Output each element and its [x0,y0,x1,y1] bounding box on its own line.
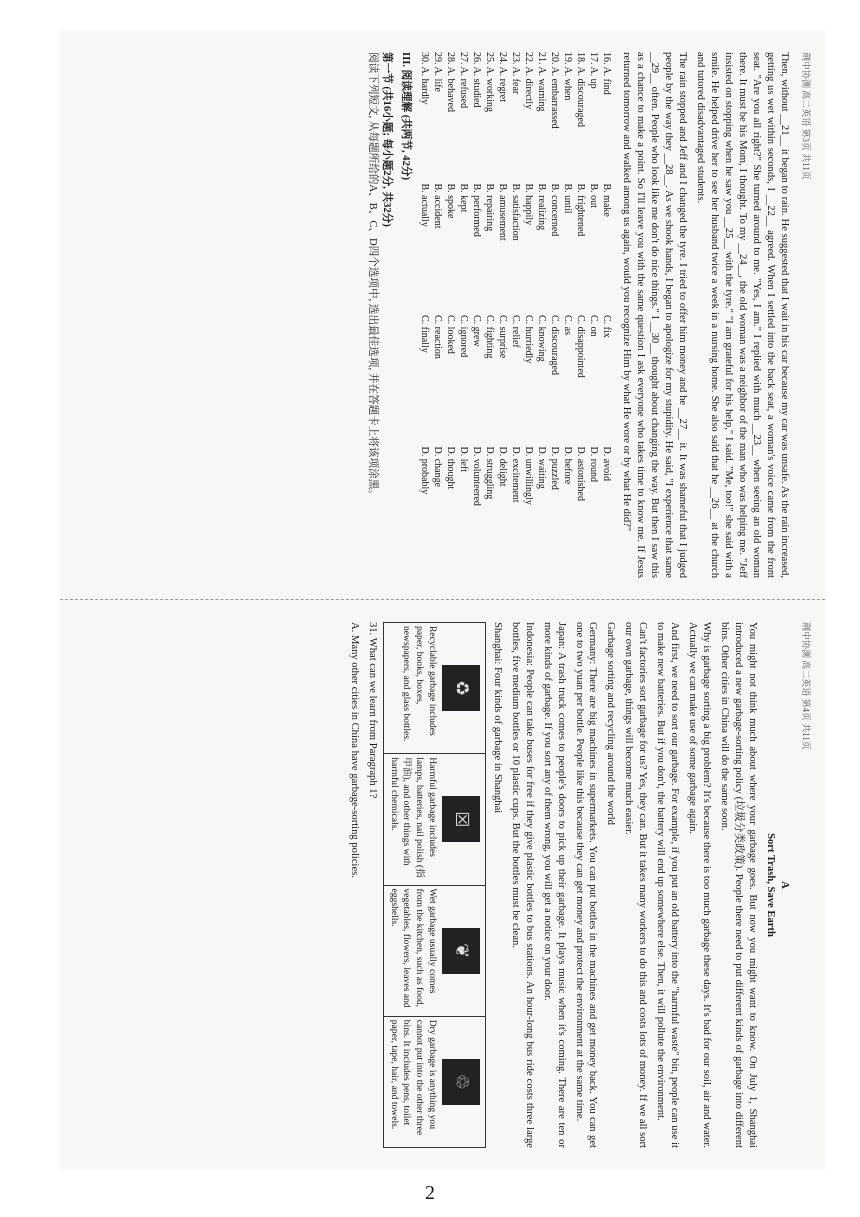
option-row [601,52,614,578]
option-row [562,52,575,578]
option-choice: 25. A. working [484,52,496,112]
option-choice: 23. A. fear [510,52,522,95]
option-row [445,52,458,578]
page-4-rotated [60,600,825,1170]
option-choice: D. avoid [601,446,613,481]
option-choice: C. hurriedly [523,315,535,364]
passage-paragraph: The rain stopped and Jeff and I changed the tyre. I tried to offer him money and he __27__ it. It was shameful that I judged people by the way they __28__. As we shook hands, I began to apologize for my stupidity. He said, "I experience that same __29__ often. People who look like me don't do nice things." I __30__ thought about changing the way. But then I saw this as a chance to make a point. So I'll leave you with the same question I ask everyone who takes time to know me. If Jesus returned tomorrow and walked among us again, would you recognize Him by what He wore or by what He did?" [621,52,689,578]
subsection-heading: 第一节 (共16小题; 每小题2分, 共32分) [380,52,392,227]
option-choice: D. puzzled [549,446,561,490]
option-choice: 27. A. refused [458,52,470,109]
option-choice: C. grew [471,315,483,347]
bullet-shanghai: Shanghai: Four kinds of garbage in Shanghai [491,622,503,814]
option-choice: D. thought [445,446,457,490]
option-choice: C. disappointed [575,315,587,378]
option-choice: B. spoke [445,183,457,219]
option-row [497,52,510,578]
option-choice: C. ignored [458,315,470,358]
option-choice: B. repairing [484,183,496,232]
option-row [510,52,523,578]
option-row [523,52,536,578]
option-row [588,52,601,578]
recycle-icon: ♻ [442,665,480,711]
bin-cell-recyclable [384,623,486,754]
option-choice: C. finally [419,315,431,353]
option-choice: 22. A. directly [523,52,535,110]
passage-paragraph: Then, without __21__ it began to rain. He suggested that I wait in his car because my car was unsafe. As the rain increased, getting us wet within seconds, I __22__ agreed. When I settled into the back seat, a woman's voice came from the front seat. "Are you all right?" She turned around to me. "Yes, I am." I replied with much __23__ when seeing an old woman there. It must be his Mom, I thought. To my __24__, the old woman was a neighbor of the man who was helping me. "Jeff insisted on stopping when he saw you __25__ with the tyre." "I am grateful for his help," I said. "Me, too!" she said with a smile. He helped drive her to see her husband twice a week in a nursing home. She also said that he __26__ at the church and tutored disadvantaged students. [695,52,791,578]
option-choice: D. round [588,446,600,483]
option-row [432,52,445,578]
bin-description: Harmful garbage includes lamps, batteries, nail polish (指甲油), and other things with harmful chemicals. [388,757,438,878]
option-choice: B. performed [471,183,483,237]
wet-icon: ❦ [442,928,480,974]
option-choice: B. frightened [575,183,587,237]
option-choice: 30. A. hardly [419,52,431,105]
option-choice: B. realizing [536,183,548,231]
question-31-option-a: A. Many other cities in China have garbage-sorting policies. [349,622,361,878]
scanned-sheet [60,30,825,1170]
option-choice: D. volunteered [471,446,483,506]
question-31: 31. What can we learn from Paragraph 1? [367,622,379,799]
page-3-rotated [60,30,825,600]
option-choice: 24. A. regret [497,52,509,102]
option-choice: B. concerned [549,183,561,237]
option-choice: B. make [601,183,613,217]
garbage-bins-table [383,622,486,1148]
option-choice: C. as [562,315,574,335]
option-choice: D. astonished [575,446,587,501]
option-row [484,52,497,578]
option-choice: D. delight [497,446,509,487]
page-4 [60,600,825,1170]
option-choice: D. waiting [536,446,548,489]
option-choice: C. on [588,315,600,337]
page-4-region [60,600,825,1170]
option-choice: C. relief [510,315,522,348]
option-choice: D. probably [419,446,431,495]
option-choice: B. until [562,183,574,214]
option-row [536,52,549,578]
option-choice: B. amusement [497,183,509,241]
option-choice: C. looked [445,315,457,354]
option-choice: 16. A. find [601,52,613,95]
option-choice: 29. A. life [432,52,444,92]
passage-paragraph: You might not think much about where your garbage goes. But now you might want to know. On July 1, Shanghai introduced a new garbage-sorting policy (垃圾分类政策). People there need to put different kinds of garbage into different bins. Other cities in China will do the same soon. [719,622,759,1148]
option-choice: D. struggling [484,446,496,500]
option-choice: D. before [562,446,574,485]
option-choice: D. change [432,446,444,488]
passage-paragraph: Garbage sorting and recycling around the world [605,622,617,825]
option-choice: B. accident [432,183,444,229]
option-choice: 21. A. warning [536,52,548,112]
bin-cell-harmful [384,754,486,885]
option-choice: C. knowing [536,315,548,362]
option-choice: B. out [588,183,600,208]
option-choice: C. reaction [432,315,444,359]
bullet-japan: Japan: A trash truck comes to people's doors to pick up their garbage. It plays music when it's coming. There are ten or more kinds of garbage. If you sort any of them wrong, you will get a notice on your door. [541,622,567,1148]
page-3-header: 荆中协测 高二英语 第3页 共11页 [801,52,811,180]
bin-cell-wet [384,885,486,1016]
option-choice: 26. A. studied [471,52,483,108]
option-row [575,52,588,578]
page-3-region [60,30,825,600]
instruction-text: 阅读下列短文, 从每题所给的A、B、C、D四个选项中, 选出最佳选项, 并在答题卡上将该项涂黑。 [366,52,378,500]
option-choice: D. excitement [510,446,522,503]
passage-paragraph: And first, we need to sort our garbage. For example, if you put an old battery into the "harmful waste" bin, people can use it to make new batteries. But if you don't, the battery will end up somewhere else. Then, it will pollute the environment. [655,622,681,1148]
page-4-header: 荆中协测 高二英语 第4页 共11页 [801,622,811,750]
section-heading: III. 阅读理解 (共两节, 42分) [400,52,412,181]
option-choice: 17. A. up [588,52,600,89]
harmful-icon: ☒ [442,796,480,842]
option-choice: 20. A. embarrassed [549,52,561,129]
bin-description: Dry garbage is anything you cannot put into the other three bins. It includes pens, toilet paper, tape, hair, and towels. [388,1019,438,1136]
option-choice: D. unwillingly [523,446,535,505]
option-choice: C. surprise [497,315,509,359]
option-choice: C. discouraged [549,315,561,375]
option-choice: 19. A. when [562,52,574,101]
option-choice: 18. A. discouraged [575,52,587,127]
page-3 [60,30,825,600]
cloze-options [419,52,614,578]
bin-description: Recyclable garbage includes paper, books, boxes, newspapers, and glass bottles. [401,626,438,742]
bullet-germany: Germany: There are big machines in supermarkets. You can put bottles in the machines and get money back. You can get one to two yuan per bottle. People like this because they can get money and protect the environment at the same time. [573,622,599,1148]
option-choice: 28. A. behaved [445,52,457,112]
bin-description: Wet garbage usually comes from the kitchen, such as food, vegetables, flowers, leaves and eggshells. [388,888,438,1008]
option-choice: C. fighting [484,315,496,359]
option-choice: B. kept [458,183,470,213]
option-choice: B. actually [419,183,431,227]
page-number: 2 [425,1182,435,1204]
option-row [471,52,484,578]
bin-cell-dry [384,1016,486,1147]
dry-icon: ♲ [442,1059,480,1105]
option-row [549,52,562,578]
passage-title: Sort Trash, Save Earth [765,833,777,937]
passage-paragraph: Can't factories sort garbage for us? Yes, they can. But it takes many workers to do this and costs lots of money. If we all sort our own garbage, things will become much easier. [623,622,649,1148]
option-choice: D. left [458,446,470,473]
option-row [458,52,471,578]
option-choice: C. fix [601,315,613,338]
bullet-indonesia: Indonesia: People can take buses for free if they give plastic bottles to bus stations. An hour-long bus ride costs three large bottles, five medium bottles or 10 plastic cups. But the bottles must be clean. [509,622,535,1148]
passage-paragraph: Why is garbage sorting a big problem? It's because there is too much garbage these days. It's bad for our soil, air and water. Actually we can make use of some garbage again. [687,622,713,1148]
option-choice: B. satisfaction [510,183,522,241]
option-choice: B. happily [523,183,535,226]
option-row [419,52,432,578]
passage-label: A [779,881,791,889]
